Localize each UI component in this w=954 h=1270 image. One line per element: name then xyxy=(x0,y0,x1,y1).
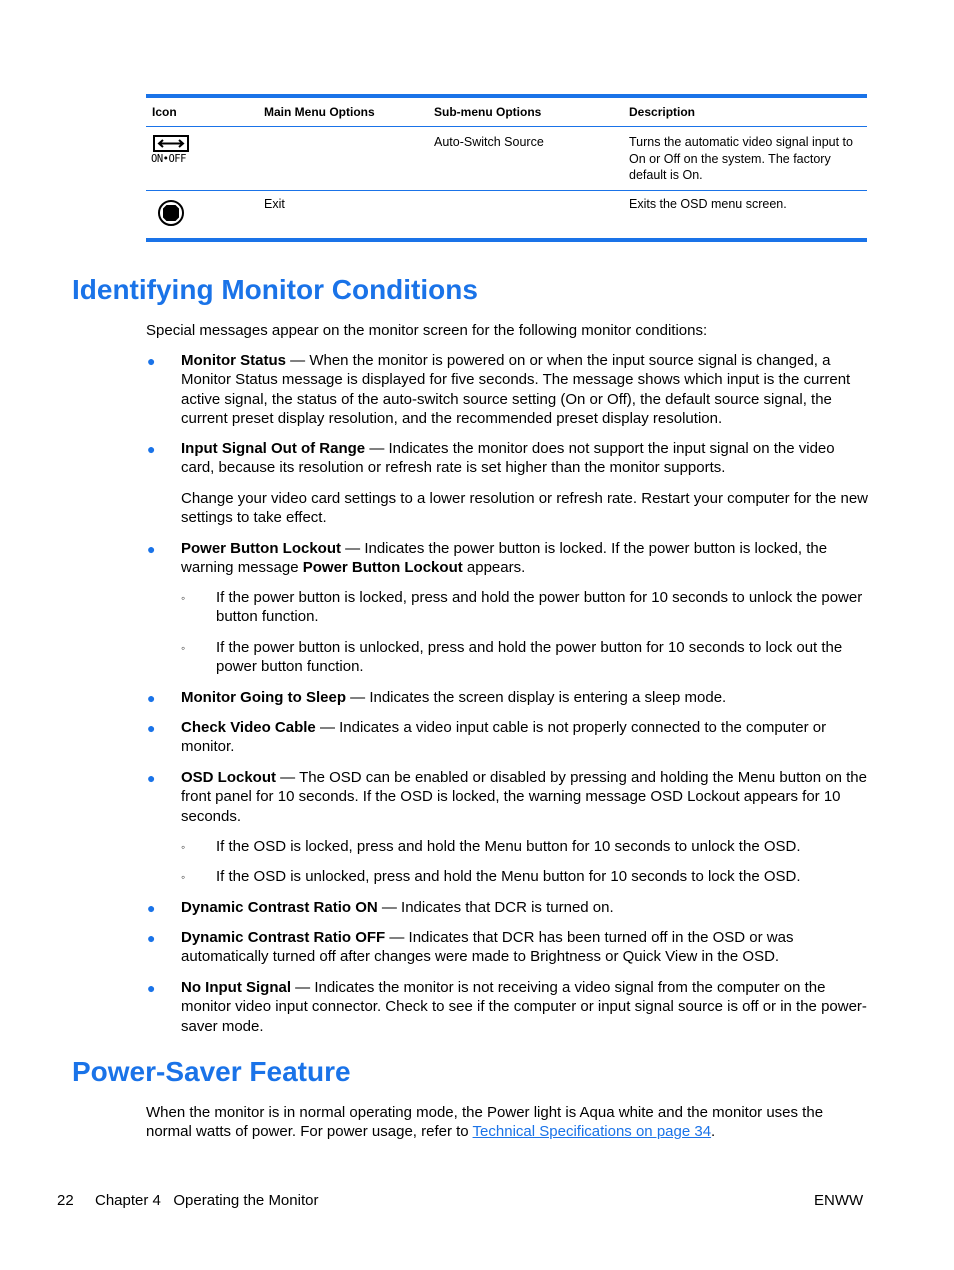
list-item-term: Power Button Lockout xyxy=(181,540,341,557)
list-item xyxy=(181,978,871,1036)
paragraph-text-end: . xyxy=(711,1123,716,1141)
list-item-text: — Indicates that DCR has been turned off in the OSD or was automatically turned off after changes were made to Brightness or Quick View in the OSD. xyxy=(181,929,794,966)
sub-bullet-icon: ◦ xyxy=(181,870,186,884)
list-item-term: Dynamic Contrast Ratio OFF xyxy=(181,929,386,946)
list-item xyxy=(181,439,871,478)
list-item-text: — Indicates the power button is locked. If the power button is locked, the warning message xyxy=(181,540,828,577)
table-row-rule xyxy=(146,190,867,191)
bullet-icon: ● xyxy=(147,930,156,946)
bullet-icon: ● xyxy=(147,720,156,736)
bullet-icon: ● xyxy=(147,690,156,706)
bullet-icon: ● xyxy=(147,900,156,916)
list-item-term: Check Video Cable xyxy=(181,719,316,736)
list-item xyxy=(181,688,871,707)
bullet-icon: ● xyxy=(147,353,156,369)
list-item xyxy=(181,718,871,757)
list-item xyxy=(181,898,871,917)
table-header-sub-menu: Sub-menu Options xyxy=(434,105,542,119)
list-item-text: — Indicates a video input cable is not properly connected to the computer or monitor. xyxy=(181,719,827,756)
table-cell-description: Exits the OSD menu screen. xyxy=(629,197,787,211)
intro-paragraph: Special messages appear on the monitor screen for the following monitor conditions: xyxy=(146,322,708,339)
tech-specs-link[interactable]: Technical Specifications on page 34 xyxy=(472,1123,712,1141)
sub-list-item: If the power button is locked, press and hold the power button for 10 seconds to unlock the power button function. xyxy=(216,589,863,626)
table-cell-sub: Auto-Switch Source xyxy=(434,135,544,149)
table-top-rule xyxy=(146,94,867,98)
footer-enww: ENWW xyxy=(814,1192,864,1209)
list-item-term: Dynamic Contrast Ratio ON xyxy=(181,899,378,916)
list-item-term: OSD Lockout xyxy=(181,769,277,786)
list-item-text: — Indicates the monitor does not support the input signal on the video card, because its resolution or refresh rate is set higher than the monitor supports. xyxy=(181,440,835,477)
sub-list-item: If the power button is unlocked, press and hold the power button for 10 seconds to lock out the power button function. xyxy=(216,639,843,676)
list-item-text: — Indicates the screen display is entering a sleep mode. xyxy=(346,689,727,706)
chapter-label: Chapter 4 Operating the Monitor xyxy=(95,1192,319,1209)
power-saver-paragraph xyxy=(146,1103,866,1142)
list-item xyxy=(181,768,871,826)
list-item xyxy=(181,539,871,578)
sub-list-item: If the OSD is unlocked, press and hold the Menu button for 10 seconds to lock the OSD. xyxy=(216,868,801,885)
bullet-icon: ● xyxy=(147,770,156,786)
table-bottom-rule xyxy=(146,238,867,242)
list-item-text: — Indicates that DCR is turned on. xyxy=(377,899,614,916)
exit-icon xyxy=(157,199,185,227)
table-header-icon: Icon xyxy=(152,105,177,119)
paragraph-text: When the monitor is in normal operating mode, the Power light is Aqua white and the monitor uses the normal watts of power. For power usage, refer to xyxy=(146,1104,824,1141)
bullet-icon: ● xyxy=(147,541,156,557)
bullet-icon: ● xyxy=(147,441,156,457)
table-header-main-menu: Main Menu Options xyxy=(264,105,375,119)
bullet-icon: ● xyxy=(147,980,156,996)
page-number: 22 xyxy=(57,1192,74,1209)
table-header-rule xyxy=(146,126,867,127)
list-item-term: Monitor Status xyxy=(181,352,286,369)
list-item xyxy=(181,351,871,428)
list-item-term-inline: Power Button Lockout xyxy=(302,559,463,577)
section-heading-power-saver: Power-Saver Feature xyxy=(72,1056,351,1087)
list-item-extra: Change your video card settings to a lower resolution or refresh rate. Restart your computer for the new settings to take effect. xyxy=(181,490,869,527)
table-cell-description: Turns the automatic video signal input to On or Off on the system. The factory default is On. xyxy=(629,135,853,182)
list-item-term: Input Signal Out of Range xyxy=(181,440,366,457)
list-item-text: — The OSD can be enabled or disabled by pressing and holding the Menu button on the front panel for 10 seconds. If the OSD is locked, the warning message OSD Lockout appears for 10 seconds. xyxy=(181,769,867,825)
list-item-term: Monitor Going to Sleep xyxy=(181,689,346,706)
sub-bullet-icon: ◦ xyxy=(181,641,186,655)
list-item xyxy=(181,928,871,967)
table-cell-main: Exit xyxy=(264,197,285,211)
sub-bullet-icon: ◦ xyxy=(181,591,186,605)
list-item-term: No Input Signal xyxy=(181,979,291,996)
sub-bullet-icon: ◦ xyxy=(181,840,186,854)
list-item-text: — When the monitor is powered on or when the input source signal is changed, a Monitor Status message is displayed for five seconds. The message shows which input is the current active signal, the status of the auto-switch source setting (On or Off), the default source signal, the current preset display resolution, and the recommended preset display resolution. xyxy=(181,352,851,427)
section-heading-monitor-conditions: Identifying Monitor Conditions xyxy=(72,274,478,305)
auto-switch-icon-label: ON•OFF xyxy=(151,153,186,165)
sub-list-item: If the OSD is locked, press and hold the Menu button for 10 seconds to unlock the OSD. xyxy=(216,838,801,855)
list-item-text: — Indicates the monitor is not receiving a video signal from the computer on the monitor video input connector. Check to see if the computer or input signal source is off or in the power-saver mode. xyxy=(181,979,867,1035)
table-header-description: Description xyxy=(629,105,696,119)
list-item-text-end: appears. xyxy=(462,559,526,577)
